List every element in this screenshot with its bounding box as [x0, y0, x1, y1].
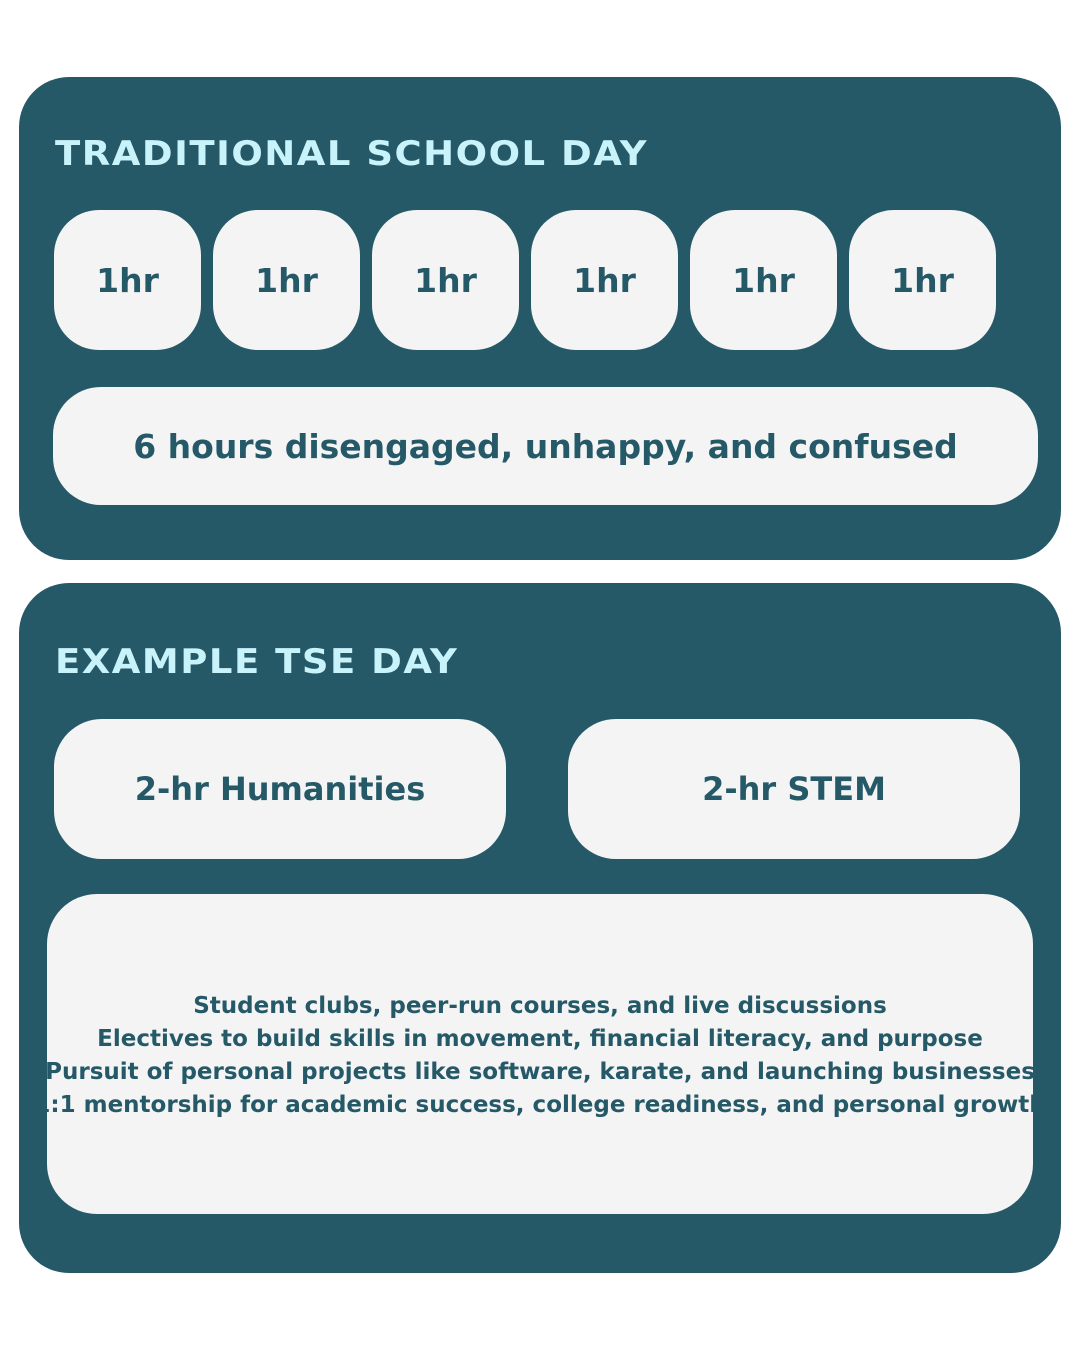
activity-item: 1:1 mentorship for academic success, college readiness, and personal growth — [34, 1092, 1046, 1118]
hour-block: 1hr — [213, 210, 360, 350]
tse-day-title: EXAMPLE TSE DAY — [55, 641, 459, 682]
activity-item: Pursuit of personal projects like software, karate, and launching businesses — [45, 1059, 1035, 1085]
activities-box — [34, 894, 1046, 1214]
hour-block: 1hr — [531, 210, 678, 350]
hour-block: 1hr — [849, 210, 996, 350]
humanities-block: 2-hr Humanities — [54, 719, 506, 859]
traditional-day-summary: 6 hours disengaged, unhappy, and confused — [53, 387, 1038, 505]
activity-item: Electives to build skills in movement, financial literacy, and purpose — [97, 1026, 983, 1052]
traditional-day-panel — [19, 77, 1061, 560]
traditional-day-title: TRADITIONAL SCHOOL DAY — [55, 133, 649, 174]
hour-block: 1hr — [690, 210, 837, 350]
tse-day-panel — [19, 583, 1061, 1273]
hour-block: 1hr — [372, 210, 519, 350]
stem-block: 2-hr STEM — [568, 719, 1020, 859]
activity-item: Student clubs, peer-run courses, and live discussions — [193, 993, 887, 1019]
hour-block: 1hr — [54, 210, 201, 350]
